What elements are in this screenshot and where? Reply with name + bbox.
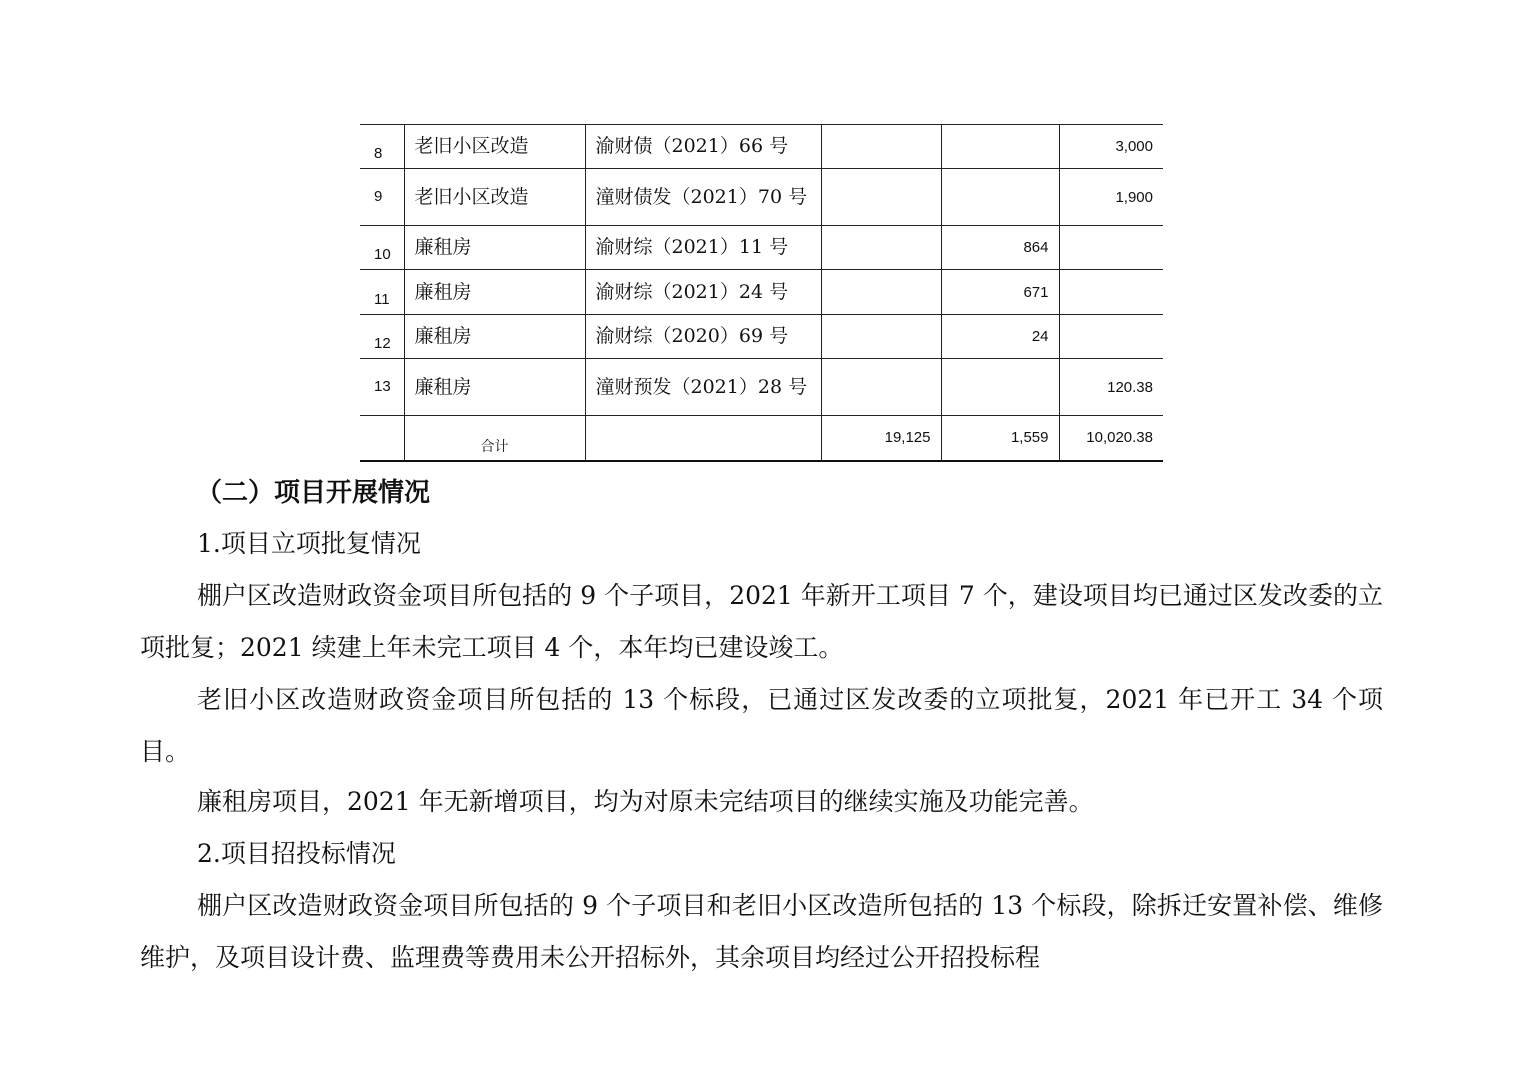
- document-number: 潼财债发（2021）70 号: [585, 169, 821, 226]
- section-heading: （二）项目开展情况: [196, 478, 431, 508]
- amount-col3: 120.38: [1059, 359, 1163, 416]
- total-col2: 1,559: [941, 416, 1059, 461]
- amount-col1: [821, 226, 941, 270]
- amount-col1: [821, 169, 941, 226]
- subheading-approval: 1.项目立项批复情况: [197, 529, 421, 558]
- row-number: 11: [360, 270, 404, 315]
- subheading-bidding: 2.项目招投标情况: [197, 839, 396, 868]
- row-number: 8: [360, 125, 404, 169]
- amount-col3: [1059, 270, 1163, 315]
- paragraph-old-community-approval: 老旧小区改造财政资金项目所包括的 13 个标段，已通过区发改委的立项批复，2021 年已开工 34 个项目。: [140, 685, 1383, 766]
- amount-col3: 3,000: [1059, 125, 1163, 169]
- document-number: 渝财债（2021）66 号: [585, 125, 821, 169]
- amount-col2: 24: [941, 315, 1059, 359]
- table-row: [360, 125, 1163, 169]
- total-col1: 19,125: [821, 416, 941, 461]
- project-name: 廉租房: [404, 359, 585, 416]
- amount-col3: 1,900: [1059, 169, 1163, 226]
- amount-col2: 864: [941, 226, 1059, 270]
- row-number: [360, 416, 404, 461]
- amount-col1: [821, 270, 941, 315]
- amount-col1: [821, 125, 941, 169]
- amount-col2: [941, 359, 1059, 416]
- amount-col1: [821, 315, 941, 359]
- document-number: 渝财综（2021）11 号: [585, 226, 821, 270]
- table-row: [360, 270, 1163, 315]
- row-number: 10: [360, 226, 404, 270]
- project-name: 廉租房: [404, 270, 585, 315]
- row-number: 12: [360, 315, 404, 359]
- project-name: 廉租房: [404, 226, 585, 270]
- amount-col3: [1059, 226, 1163, 270]
- row-number: 13: [360, 359, 404, 416]
- table-row: [360, 315, 1163, 359]
- row-number: 9: [360, 169, 404, 226]
- amount-col3: [1059, 315, 1163, 359]
- table-total-row: [360, 416, 1163, 461]
- amount-col2: [941, 169, 1059, 226]
- amount-col2: 671: [941, 270, 1059, 315]
- project-name: 廉租房: [404, 315, 585, 359]
- amount-col1: [821, 359, 941, 416]
- table-row: [360, 169, 1163, 226]
- paragraph-shantytown-approval: 棚户区改造财政资金项目所包括的 9 个子项目，2021 年新开工项目 7 个，建设项目均已通过区发改委的立项批复；2021 续建上年未完工项目 4 个，本年均已建设竣工。: [140, 581, 1383, 662]
- document-number: 渝财综（2020）69 号: [585, 315, 821, 359]
- project-name: 老旧小区改造: [404, 169, 585, 226]
- paragraph-bidding: 棚户区改造财政资金项目所包括的 9 个子项目和老旧小区改造所包括的 13 个标段，除拆迁安置补偿、维修维护，及项目设计费、监理费等费用未公开招标外，其余项目均经过公开招投标程: [140, 891, 1383, 972]
- amount-col2: [941, 125, 1059, 169]
- project-name: 老旧小区改造: [404, 125, 585, 169]
- table-row: [360, 226, 1163, 270]
- total-col3: 10,020.38: [1059, 416, 1163, 461]
- total-label: 合计: [404, 416, 585, 461]
- funding-table: [360, 124, 1163, 462]
- table-row: [360, 359, 1163, 416]
- document-number: [585, 416, 821, 461]
- paragraph-lowrent-housing: 廉租房项目，2021 年无新增项目，均为对原未完结项目的继续实施及功能完善。: [197, 787, 1094, 816]
- document-number: 渝财综（2021）24 号: [585, 270, 821, 315]
- document-number: 潼财预发（2021）28 号: [585, 359, 821, 416]
